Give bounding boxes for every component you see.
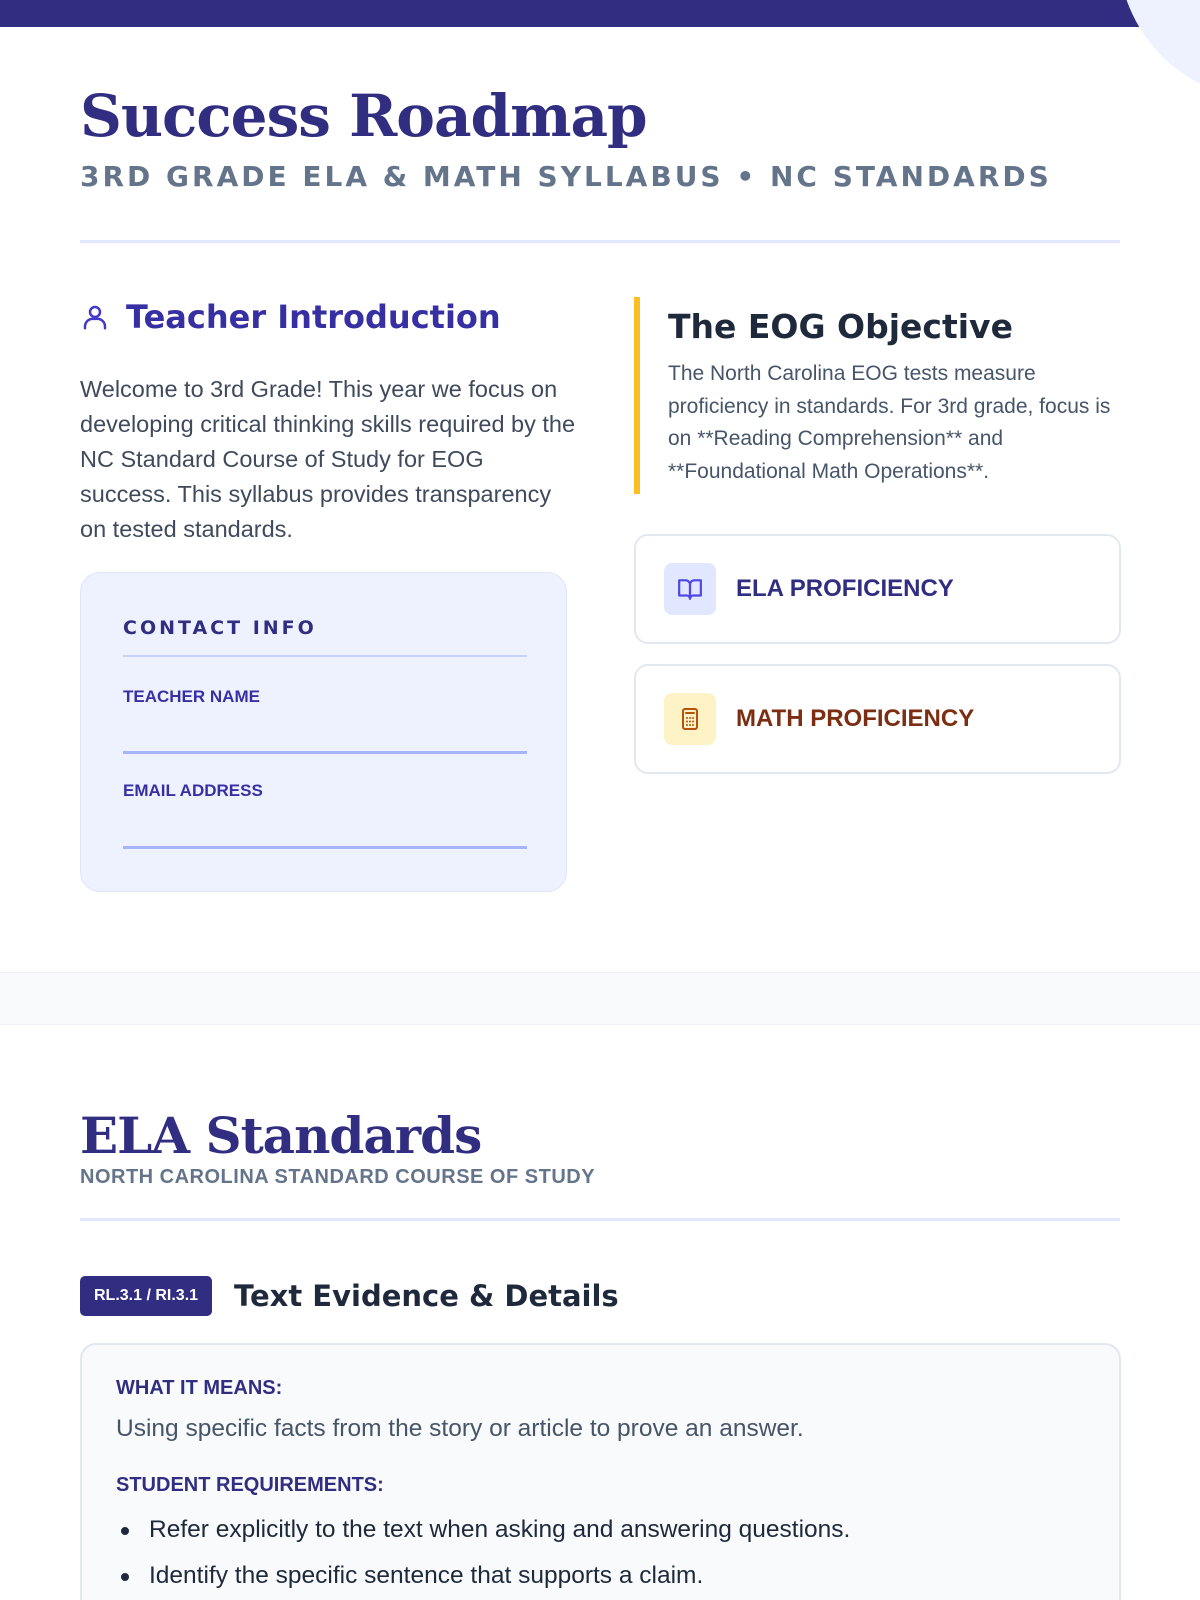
header-divider	[80, 240, 1120, 243]
top-accent-bar	[0, 0, 1200, 27]
eog-objective-block	[634, 297, 1124, 494]
contact-divider	[123, 655, 527, 657]
math-proficiency-label: MATH PROFICIENCY	[736, 705, 975, 732]
what-it-means-text: Using specific facts from the story or article to prove an answer.	[116, 1415, 804, 1442]
user-icon	[80, 302, 110, 332]
section-separator-band	[0, 972, 1200, 1025]
standard-title: Text Evidence & Details	[234, 1279, 619, 1313]
standard-detail-card	[80, 1343, 1121, 1600]
standard-header	[80, 1276, 619, 1316]
email-address-field[interactable]	[123, 815, 527, 849]
list-item: Refer explicitly to the text when asking and answering questions.	[116, 1507, 850, 1553]
teacher-intro-text: Welcome to 3rd Grade! This year we focus on developing critical thinking skills required by the NC Standard Course of Study for EOG success. This syllabus provides transparency on tested standards.	[80, 376, 576, 542]
ela-section-subtitle: NORTH CAROLINA STANDARD COURSE OF STUDY	[80, 1166, 596, 1188]
page-subtitle: 3RD GRADE ELA & MATH SYLLABUS • NC STANDARDS	[80, 160, 1052, 193]
calculator-icon	[664, 693, 716, 745]
standard-code-badge: RL.3.1 / RI.3.1	[80, 1276, 212, 1316]
email-address-label: EMAIL ADDRESS	[123, 781, 263, 800]
student-requirements-label: STUDENT REQUIREMENTS:	[116, 1474, 384, 1496]
requirements-list	[116, 1507, 850, 1599]
contact-info-title: CONTACT INFO	[123, 617, 317, 639]
ela-section-divider	[80, 1218, 1120, 1221]
page-title: Success Roadmap	[80, 82, 647, 150]
teacher-intro-heading	[80, 298, 501, 336]
ela-proficiency-card[interactable]	[634, 534, 1121, 644]
teacher-name-label: TEACHER NAME	[123, 687, 260, 706]
teacher-name-field[interactable]	[123, 720, 527, 754]
math-proficiency-card[interactable]	[634, 664, 1121, 774]
ela-proficiency-label: ELA PROFICIENCY	[736, 575, 954, 602]
teacher-intro-title: Teacher Introduction	[126, 298, 501, 336]
list-item: Identify the specific sentence that supports a claim.	[116, 1553, 850, 1599]
eog-objective-text: The North Carolina EOG tests measure proficiency in standards. For 3rd grade, focus is on **Reading Comprehension** and **Foundational Math Operations**.	[668, 362, 1111, 483]
eog-objective-title: The EOG Objective	[668, 307, 1013, 346]
what-it-means-label: WHAT IT MEANS:	[116, 1377, 283, 1399]
ela-section-title: ELA Standards	[80, 1106, 482, 1165]
contact-info-card	[80, 572, 567, 892]
book-icon	[664, 563, 716, 615]
